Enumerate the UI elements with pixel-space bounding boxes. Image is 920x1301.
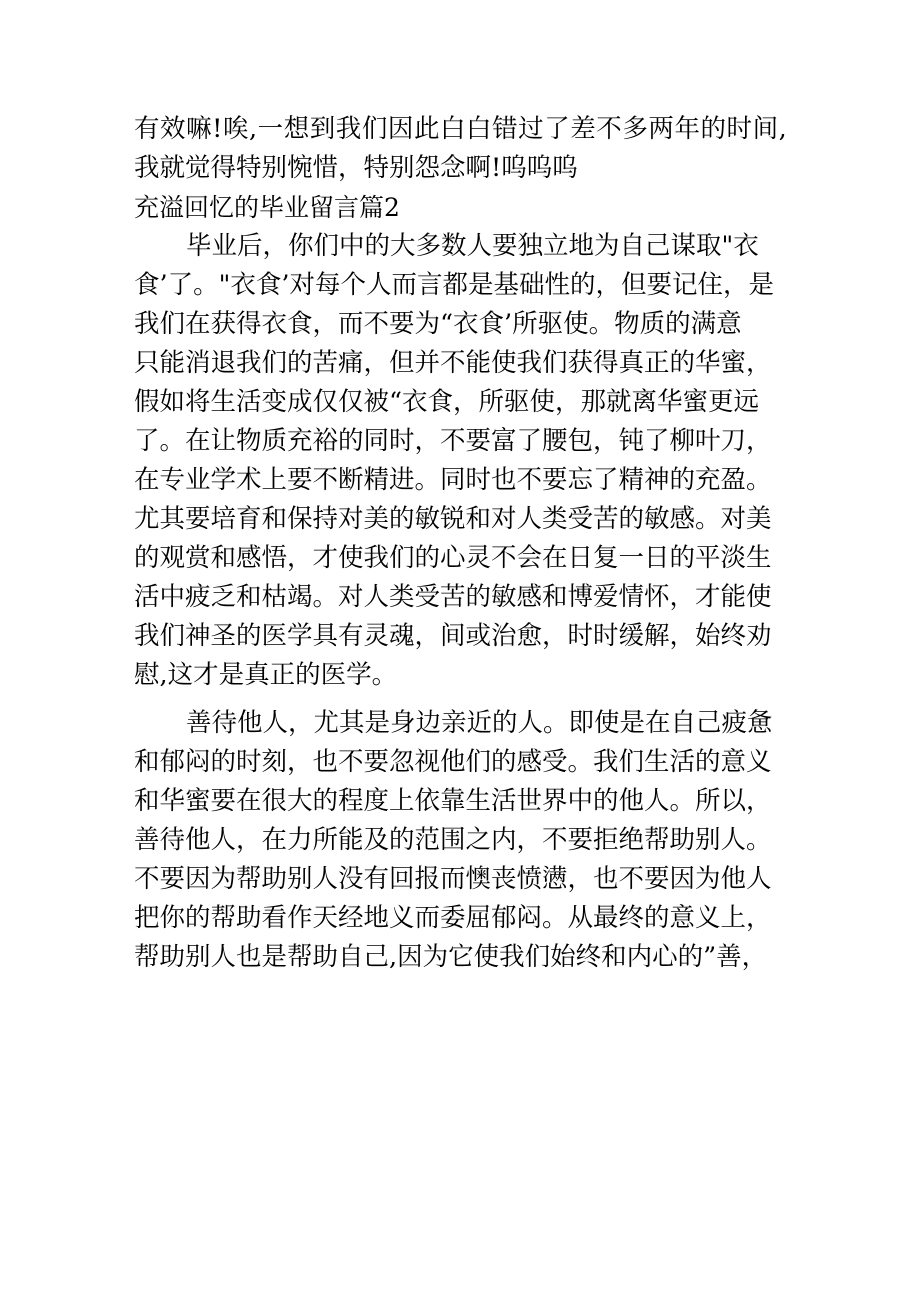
text-line: 的观赏和感悟，才使我们的心灵不会在日复一日的平淡生 — [134, 543, 772, 573]
text-line: 尤其要培育和保持对美的敏锐和对人类受苦的敏感。对美 — [134, 504, 772, 534]
text-line: 我们神圣的医学具有灵魂，间或治愈，时时缓解，始终劝 — [134, 621, 772, 651]
text-line: 了。在让物质充裕的同时，不要富了腰包，钝了柳叶刀， — [134, 426, 772, 456]
section-heading: 充溢回忆的毕业留言篇2 — [134, 193, 400, 222]
text-line: 善待他人，尤其是身边亲近的人。即使是在自己疲惫 — [186, 708, 773, 738]
text-line: 我们在获得衣食，而不要为“衣食’所驱使。物质的满意 — [134, 309, 742, 339]
text-line: 和华蜜要在很大的程度上依靠生活世界中的他人。所以， — [134, 786, 772, 816]
text-line: 假如将生活变成仅仅被“衣食，所驱使，那就离华蜜更远 — [134, 387, 760, 417]
paragraph-spacer — [134, 695, 806, 704]
text-line: 和郁闷的时刻，也不要忽视他们的感受。我们生活的意义 — [134, 747, 772, 777]
text-line: 善待他人，在力所能及的范围之内，不要拒绝帮助别人。 — [134, 825, 772, 855]
text-line: 毕业后，你们中的大多数人要独立地为自己谋取"衣 — [186, 231, 759, 261]
text-line: 只能消退我们的苦痛，但并不能使我们获得真正的华蜜， — [134, 348, 772, 378]
text-line: 慰,这才是真正的医学。 — [134, 660, 398, 690]
text-line: 不要因为帮助别人没有回报而懊丧愤懑，也不要因为他人 — [134, 864, 772, 894]
paragraph-1 — [134, 227, 806, 695]
text-line: 把你的帮助看作天经地义而委屈郁闷。从最终的意义上， — [134, 903, 772, 933]
text-line: 我就觉得特别惋惜，特别怨念啊!呜呜呜 — [134, 153, 578, 183]
text-line: 活中疲乏和枯竭。对人类受苦的敏感和博爱情怀，才能使 — [134, 582, 772, 612]
document-body — [134, 110, 806, 977]
text-line: 有效嘛!唉,一想到我们因此白白错过了差不多两年的时间, — [134, 114, 788, 144]
text-line: 帮助别人也是帮助自己,因为它使我们始终和内心的”善， — [134, 942, 768, 972]
text-line: 在专业学术上要不断精进。同时也不要忘了精神的充盈。 — [134, 465, 772, 495]
intro-paragraph — [134, 110, 806, 188]
paragraph-2 — [134, 704, 806, 977]
text-line: 食’了。"衣食’对每个人而言都是基础性的，但要记住，是 — [134, 270, 774, 300]
